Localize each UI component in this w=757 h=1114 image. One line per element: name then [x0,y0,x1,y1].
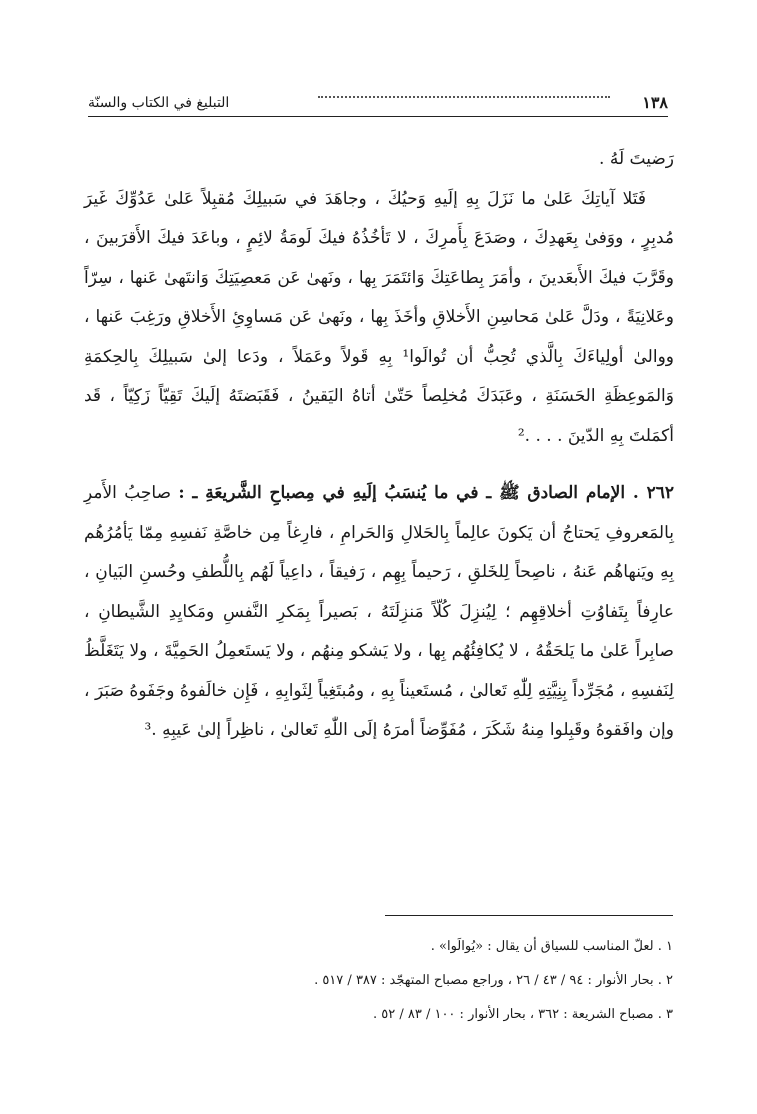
footnote-separator [385,915,673,916]
running-title: التبليغ في الكتاب والسنّة [88,95,230,111]
paragraph-supplication: فَتَلا آياتِكَ عَلىٰ ما نَزَلَ بِهِ إلَيهِ وَحيُكَ ، وجاهَدَ في سَبيلِكَ مُقبِلاً عَلىٰ عَدُوِّكَ غَيرَ مُدبِرٍ ، ووَفىٰ بِعَهدِكَ ، وصَدَعَ بِأَمرِكَ ، لا تَأخُذُهُ فيكَ لَومَةُ لائِمٍ ، وباعَدَ فيكَ الأَقرَبينَ ، وقَرَّبَ فيكَ الأَبعَدينَ ، وأمَرَ بِطاعَتِكَ وَائتَمَرَ بِها ، ونَهىٰ عَن مَعصِيَتِكَ وَانتَهىٰ عَنها ، سِرّاً وعَلانِيَةً ، ودَلَّ عَلىٰ مَحاسِنِ الأَخلاقِ وأخَذَ بِها ، ونَهىٰ عَن مَساوِئِ الأَخلاقِ ورَغِبَ عَنها ، ووالىٰ أولِياءَكَ بِالَّذي تُحِبُّ أن تُوالَوا¹ بِهِ قَولاً وعَمَلاً ، ودَعا إلىٰ سَبيلِكَ بِالحِكمَةِ وَالمَوعِظَةِ الحَسَنَةِ ، وعَبَدَكَ مُخلِصاً حَتّىٰ أتاهُ اليَقينُ ، فَقَبَضتَهُ إلَيكَ تَقِيّاً زَكِيّاً ، قَد أكمَلتَ بِهِ الدّينَ . . . .² [84,188,674,446]
running-header [88,90,668,117]
footnote-2: ٢ . بحار الأنوار : ٩٤ / ٤٣ / ٢٦ ، وراجع مصباح المتهجّد : ٣٨٧ / ٥١٧ . [314,973,673,988]
main-text [84,140,674,751]
paragraph-continuation: رَضيتَ لَهُ . [599,149,674,169]
page-number: ١٣٨ [642,93,668,112]
hadith-entry-heading: ٢٦٢ . الإمام الصادق ﷺ ـ في ما يُنسَبُ إلَيهِ في مِصباحِ الشَّريعَةِ ـ : [178,483,675,503]
footnotes [83,930,673,1032]
hadith-entry-262 [84,474,674,751]
hadith-entry-text: صاحِبُ الأَمرِ بِالمَعروفِ يَحتاجُ أن يَكونَ عالِماً بِالحَلالِ وَالحَرامِ ، فارِغاً مِن خاصَّةِ نَفسِهِ مِمّا يَأمُرُهُم بِهِ ويَنهاهُم عَنهُ ، ناصِحاً لِلخَلقِ ، رَحيماً بِهِم ، رَفيقاً ، داعِياً لَهُم بِاللُّطفِ وحُسنِ البَيانِ ، عارِفاً بِتَفاوُتِ أخلاقِهِم ؛ لِيُنزِلَ كُلّاً مَنزِلَتَهُ ، بَصيراً بِمَكرِ النَّفسِ ومَكايِدِ الشَّيطانِ ، صابِراً عَلىٰ ما يَلحَقُهُ ، لا يُكافِئُهُم بِها ، ولا يَشكو مِنهُم ، ولا يَستَعمِلُ الحَمِيَّةَ ، ولا يَتَغَلَّظُ لِنَفسِهِ ، مُجَرِّداً بِنِيَّتِهِ لِلّٰهِ تَعالىٰ ، مُستَعيناً بِهِ ، ومُبتَغِياً لِثَوابِهِ ، فَإِن خالَفوهُ وجَفَوهُ صَبَرَ ، وإن وافَقوهُ وقَبِلوا مِنهُ شَكَرَ ، مُفَوِّضاً أمرَهُ إلَى اللّٰهِ تَعالىٰ ، ناظِراً إلىٰ عَيبِهِ .³ [84,483,674,740]
header-dot-leader [318,96,610,98]
footnote-3: ٣ . مصباح الشريعة : ٣٦٢ ، بحار الأنوار : ١٠٠ / ٨٣ / ٥٢ . [372,1007,673,1022]
footnote-1: ١ . لعلّ المناسب للسياق أن يقال : «يُوالَوا» . [430,939,673,954]
